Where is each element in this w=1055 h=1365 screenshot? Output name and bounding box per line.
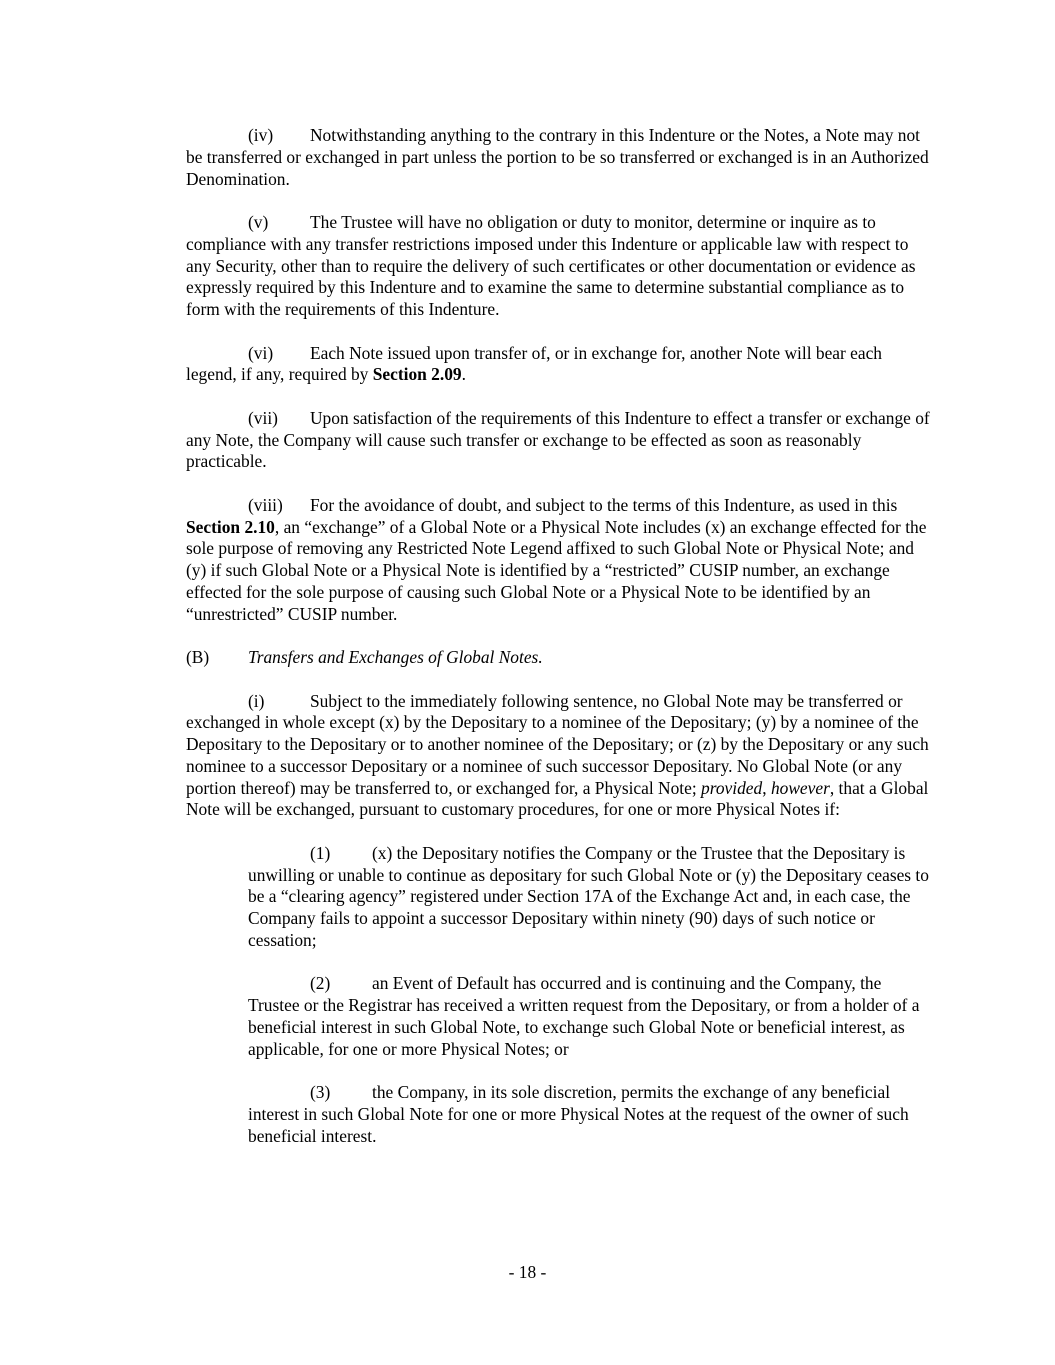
paragraph-vi (186, 343, 936, 387)
paragraph-text: Upon satisfaction of the requirements of this Indenture to effect a transfer or exchange of any Note, the Company will cause such transfer or exchange to be effected as soon as reasonably practicable. (186, 407, 930, 472)
paragraph-text: , that a Global Note will be exchanged, pursuant to customary procedures, for one or more Physical Notes if: (186, 777, 929, 820)
paragraph-text: , (762, 777, 771, 798)
paragraph-number: (iv) (248, 125, 274, 145)
section-number: (B) (186, 647, 210, 668)
sub-item-1 (248, 843, 936, 952)
sub-item-3 (248, 1082, 936, 1147)
document-body (186, 125, 936, 1169)
sub-item-number: (1) (310, 842, 331, 863)
sub-item-2 (248, 973, 936, 1060)
section-reference: Section 2.09 (372, 364, 462, 385)
section-b-heading (186, 647, 936, 669)
paragraph-text: Notwithstanding anything to the contrary in this Indenture or the Notes, a Note may not be transferred or exchanged in part unless the portion to be so transferred or exchanged is in an Authorized Denomination. (186, 125, 929, 189)
paragraph-text: . (461, 364, 466, 385)
paragraph-v (186, 212, 936, 321)
paragraph-number: (v) (248, 211, 269, 232)
sub-item-text: (x) the Depositary notifies the Company or the Trustee that the Depositary is unwilling or unable to continue as depositary for such Global Note or (y) the Depositary ceases to be a “clearing agency” registered under Section 17A of the Exchange Act and, in each case, the Company fails to appoint a successor Depositary within ninety (90) days of such notice or cessation; (248, 842, 929, 951)
paragraph-text: Each Note issued upon transfer of, or in exchange for, another Note will bear each legend, if any, required by (186, 342, 883, 385)
paragraph-b-i (186, 691, 936, 822)
paragraph-number: (i) (248, 690, 265, 711)
paragraph-number: (viii) (248, 494, 283, 515)
paragraph-iv (186, 125, 936, 190)
paragraph-vii (186, 408, 936, 473)
sub-item-number: (3) (310, 1082, 331, 1103)
sub-item-text: the Company, in its sole discretion, permits the exchange of any beneficial interest in such Global Note for one or more Physical Notes at the request of the owner of such beneficial interest. (248, 1082, 909, 1146)
proviso-word: however (770, 777, 830, 798)
sub-item-number: (2) (310, 973, 331, 994)
page-number: - 18 - (508, 1262, 547, 1282)
paragraph-number: (vii) (248, 407, 278, 428)
paragraph-viii (186, 495, 936, 626)
paragraph-text: Subject to the immediately following sentence, no Global Note may be transferred or exchanged in whole except (x) by the Depositary to a nominee of the Depositary; (y) by a nominee of the Depositary to the Depositary or to another nominee of the Depositary; or (z) by the Depositary or any such nominee to a successor Depositary or a nominee of such successor Depositary. No Global Note (or any portion thereof) may be transferred to, or exchanged for, a Physical Note; (186, 690, 929, 798)
sub-item-text: an Event of Default has occurred and is continuing and the Company, the Trustee or the Registrar has received a written request from the Depositary, or from a holder of a beneficial interest in such Global Note, to exchange such Global Note or beneficial interest, as applicable, for one or more Physical Notes; or (248, 973, 920, 1059)
paragraph-text: The Trustee will have no obligation or duty to monitor, determine or inquire as to compliance with any transfer restrictions imposed under this Indenture or applicable law with respect to any Security, other than to require the delivery of such certificates or other documentation or evidence as expressly required by this Indenture and to examine the same to determine substantial compliance as to form with the requirements of this Indenture. (186, 211, 916, 320)
proviso-word: provided (701, 777, 763, 798)
paragraph-text: For the avoidance of doubt, and subject to the terms of this Indenture, as used in this (310, 494, 898, 515)
paragraph-text: , an “exchange” of a Global Note or a Physical Note includes (x) an exchange effected for the sole purpose of removing any Restricted Note Legend affixed to such Global Note or Physical Note; and (y) if such Global Note or a Physical Note is identified by a “restricted” CUSIP number, an exchange effected for the sole purpose of causing such Global Note or a Physical Note to be identified by an “unrestricted” CUSIP number. (186, 516, 927, 624)
paragraph-number: (vi) (248, 342, 274, 363)
section-title: Transfers and Exchanges of Global Notes. (248, 647, 543, 668)
section-reference: Section 2.10 (186, 516, 275, 537)
